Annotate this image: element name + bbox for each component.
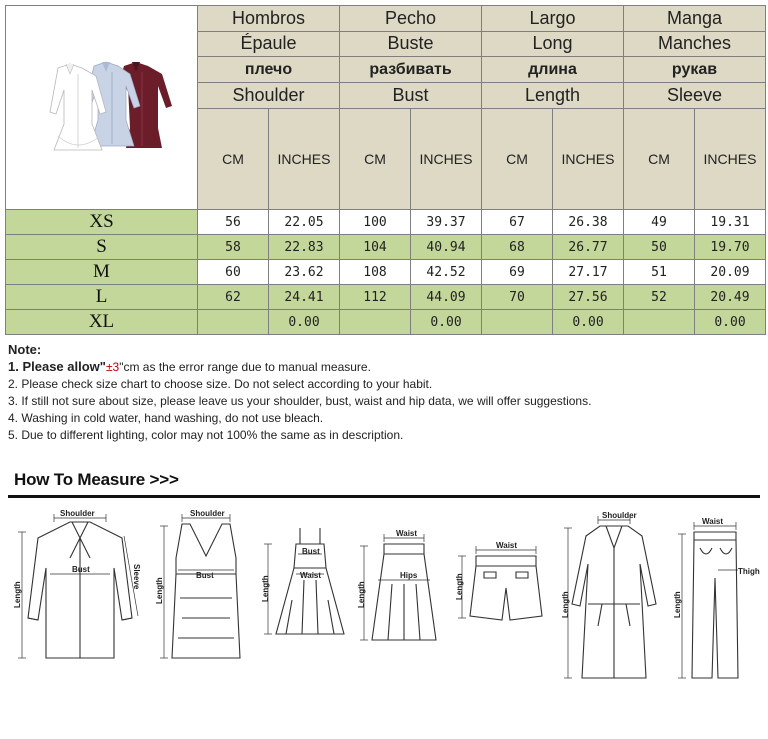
value-cell: 39.37 xyxy=(411,210,482,235)
header-en-length: Length xyxy=(482,82,624,108)
header-fr-sleeve: Manches xyxy=(624,31,766,57)
value-cell xyxy=(340,310,411,335)
product-shirts-image xyxy=(6,6,197,204)
waist-label: Waist xyxy=(300,571,322,580)
unit-cm: CM xyxy=(482,108,553,210)
value-cell xyxy=(624,310,695,335)
note-line-2: 2. Please check size chart to choose size. Do not select according to your habit. xyxy=(8,377,433,391)
tank-diagram xyxy=(156,508,256,678)
length-label: Length xyxy=(561,591,570,618)
value-cell: 19.70 xyxy=(695,235,766,260)
value-cell: 70 xyxy=(482,285,553,310)
unit-cm: CM xyxy=(198,108,269,210)
value-cell: 26.77 xyxy=(553,235,624,260)
unit-cm: CM xyxy=(340,108,411,210)
length-label: Length xyxy=(455,573,464,600)
size-row-l xyxy=(6,285,766,310)
length-label: Length xyxy=(357,581,366,608)
value-cell: 52 xyxy=(624,285,695,310)
note-line-3: 3. If still not sure about size, please leave us your shoulder, bust, waist and hip data, we will offer suggestions. xyxy=(8,394,592,408)
sleeve-label: Sleeve xyxy=(132,564,141,590)
value-cell xyxy=(482,310,553,335)
length-label: Length xyxy=(261,575,270,602)
header-en-shoulder: Shoulder xyxy=(198,82,340,108)
size-label: XL xyxy=(6,310,198,335)
length-label: Length xyxy=(673,591,682,618)
value-cell: 27.56 xyxy=(553,285,624,310)
unit-inches: INCHES xyxy=(695,108,766,210)
length-label: Length xyxy=(155,577,164,604)
heading-divider xyxy=(8,495,760,498)
value-cell: 0.00 xyxy=(411,310,482,335)
value-cell: 20.09 xyxy=(695,260,766,285)
header-es-length: Largo xyxy=(482,6,624,32)
value-cell: 108 xyxy=(340,260,411,285)
value-cell: 0.00 xyxy=(269,310,340,335)
value-cell: 0.00 xyxy=(695,310,766,335)
size-chart-table xyxy=(5,5,766,335)
notes-title: Note: xyxy=(8,342,42,357)
size-row-xl xyxy=(6,310,766,335)
value-cell: 0.00 xyxy=(553,310,624,335)
bust-label: Bust xyxy=(302,547,320,556)
header-ru-length: длина xyxy=(482,57,624,83)
value-cell: 49 xyxy=(624,210,695,235)
shoulder-label: Shoulder xyxy=(602,511,637,520)
size-row-m xyxy=(6,260,766,285)
coat-diagram xyxy=(562,508,666,688)
header-es-bust: Pecho xyxy=(340,6,482,32)
value-cell: 23.62 xyxy=(269,260,340,285)
skirt-diagram xyxy=(358,524,450,654)
cami-dress-diagram xyxy=(262,524,354,664)
value-cell: 19.31 xyxy=(695,210,766,235)
size-label: S xyxy=(6,235,198,260)
value-cell: 51 xyxy=(624,260,695,285)
size-row-s xyxy=(6,235,766,260)
pants-diagram xyxy=(670,508,762,688)
value-cell: 60 xyxy=(198,260,269,285)
note-1-tolerance: ±3 xyxy=(105,360,120,374)
product-photo xyxy=(6,6,198,210)
unit-inches: INCHES xyxy=(553,108,624,210)
header-en-sleeve: Sleeve xyxy=(624,82,766,108)
value-cell: 24.41 xyxy=(269,285,340,310)
value-cell: 67 xyxy=(482,210,553,235)
size-label: XS xyxy=(6,210,198,235)
bust-label: Bust xyxy=(72,565,90,574)
shoulder-label: Shoulder xyxy=(190,509,225,518)
size-row-xs xyxy=(6,210,766,235)
unit-inches: INCHES xyxy=(411,108,482,210)
note-1-lead: 1. Please allow" xyxy=(8,359,106,374)
how-to-measure-heading: How To Measure >>> xyxy=(14,470,179,489)
size-label: L xyxy=(6,285,198,310)
value-cell: 42.52 xyxy=(411,260,482,285)
header-ru-bust: разбивать xyxy=(340,57,482,83)
header-fr-shoulder: Épaule xyxy=(198,31,340,57)
notes-section xyxy=(8,341,758,444)
note-1-text: "cm as the error range due to manual measure. xyxy=(119,360,371,374)
value-cell: 69 xyxy=(482,260,553,285)
size-label: M xyxy=(6,260,198,285)
value-cell: 104 xyxy=(340,235,411,260)
header-fr-bust: Buste xyxy=(340,31,482,57)
value-cell: 58 xyxy=(198,235,269,260)
value-cell: 27.17 xyxy=(553,260,624,285)
value-cell: 26.38 xyxy=(553,210,624,235)
header-en-bust: Bust xyxy=(340,82,482,108)
value-cell: 20.49 xyxy=(695,285,766,310)
value-cell: 62 xyxy=(198,285,269,310)
waist-label: Waist xyxy=(496,541,518,550)
header-ru-sleeve: рукав xyxy=(624,57,766,83)
value-cell: 56 xyxy=(198,210,269,235)
value-cell: 100 xyxy=(340,210,411,235)
value-cell: 22.05 xyxy=(269,210,340,235)
note-line-5: 5. Due to different lighting, color may not 100% the same as in description. xyxy=(8,428,404,442)
thigh-label: Thigh xyxy=(738,567,760,576)
length-label: Length xyxy=(13,581,22,608)
unit-inches: INCHES xyxy=(269,108,340,210)
header-es-sleeve: Manga xyxy=(624,6,766,32)
header-es-shoulder: Hombros xyxy=(198,6,340,32)
shorts-diagram xyxy=(456,540,556,640)
bust-label: Bust xyxy=(196,571,214,580)
value-cell xyxy=(198,310,269,335)
value-cell: 44.09 xyxy=(411,285,482,310)
header-ru-shoulder: плечо xyxy=(198,57,340,83)
value-cell: 50 xyxy=(624,235,695,260)
shoulder-label: Shoulder xyxy=(60,509,95,518)
unit-cm: CM xyxy=(624,108,695,210)
waist-label: Waist xyxy=(396,529,418,538)
value-cell: 22.83 xyxy=(269,235,340,260)
value-cell: 112 xyxy=(340,285,411,310)
value-cell: 40.94 xyxy=(411,235,482,260)
waist-label: Waist xyxy=(702,517,724,526)
note-line-4: 4. Washing in cold water, hand washing, do not use bleach. xyxy=(8,411,324,425)
value-cell: 68 xyxy=(482,235,553,260)
hips-label: Hips xyxy=(400,571,418,580)
header-fr-length: Long xyxy=(482,31,624,57)
note-line-1 xyxy=(8,358,758,376)
blouse-diagram xyxy=(10,508,150,678)
